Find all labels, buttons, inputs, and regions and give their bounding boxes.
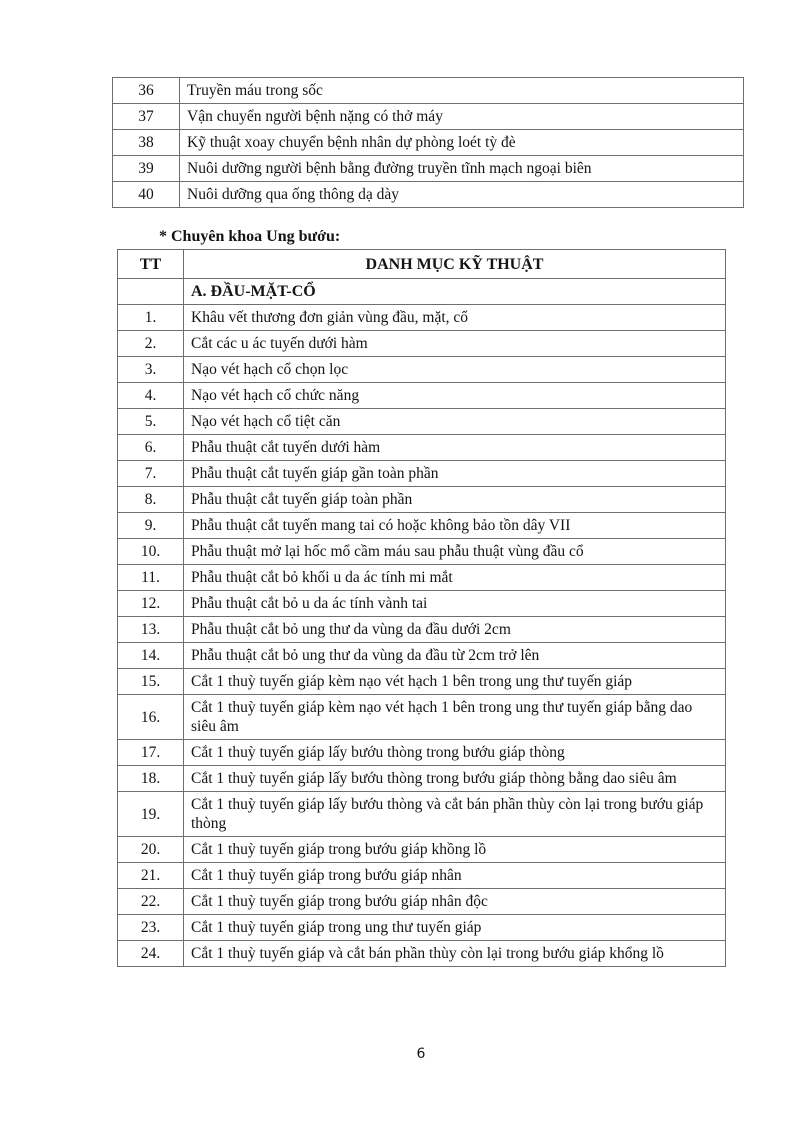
column-header-tt: TT [118,250,184,279]
table-row [113,182,744,208]
row-number: 11. [118,565,184,591]
row-technique: Phẫu thuật cắt bỏ ung thư da vùng da đầu dưới 2cm [184,617,726,643]
row-technique: Cắt 1 thuỳ tuyến giáp kèm nạo vét hạch 1 bên trong ung thư tuyến giáp bằng dao siêu âm [184,695,726,740]
row-number: 16. [118,695,184,740]
table-row [118,863,726,889]
row-number: 20. [118,837,184,863]
table-row [118,766,726,792]
row-number: 38 [113,130,180,156]
row-technique: Cắt 1 thuỳ tuyến giáp lấy bướu thòng trong bướu giáp thòng [184,740,726,766]
row-number: 22. [118,889,184,915]
row-number: 18. [118,766,184,792]
row-technique: Cắt 1 thuỳ tuyến giáp kèm nạo vét hạch 1 bên trong ung thư tuyến giáp [184,669,726,695]
row-number: 15. [118,669,184,695]
row-technique: Nạo vét hạch cổ chức năng [184,383,726,409]
row-number: 1. [118,305,184,331]
table-row [118,487,726,513]
row-technique: Phẫu thuật cắt tuyến mang tai có hoặc không bảo tồn dây VII [184,513,726,539]
table-row [118,740,726,766]
table-row [118,889,726,915]
row-number: 19. [118,792,184,837]
row-number: 2. [118,331,184,357]
row-technique: Phẫu thuật cắt tuyến giáp gần toàn phần [184,461,726,487]
table-row [118,643,726,669]
row-number: 23. [118,915,184,941]
section-title: A. ĐẦU-MẶT-CỔ [184,279,726,305]
table-row [118,792,726,837]
row-number: 24. [118,941,184,967]
row-technique: Cắt 1 thuỳ tuyến giáp trong bướu giáp nhân độc [184,889,726,915]
row-number: 12. [118,591,184,617]
row-technique: Nuôi dưỡng người bệnh bằng đường truyền tĩnh mạch ngoại biên [180,156,744,182]
row-number: 4. [118,383,184,409]
table-row [118,435,726,461]
row-technique: Nuôi dưỡng qua ống thông dạ dày [180,182,744,208]
row-technique: Phẫu thuật mở lại hốc mổ cầm máu sau phẫu thuật vùng đầu cổ [184,539,726,565]
row-number: 17. [118,740,184,766]
row-number: 39 [113,156,180,182]
row-number: 21. [118,863,184,889]
row-number: 13. [118,617,184,643]
table-row [118,513,726,539]
row-technique: Khâu vết thương đơn giản vùng đầu, mặt, cổ [184,305,726,331]
row-technique: Vận chuyển người bệnh nặng có thở máy [180,104,744,130]
row-technique: Phẫu thuật cắt bỏ khối u da ác tính mi mắt [184,565,726,591]
row-number: 3. [118,357,184,383]
row-number: 14. [118,643,184,669]
row-technique: Phẫu thuật cắt tuyến giáp toàn phần [184,487,726,513]
row-number: 6. [118,435,184,461]
row-technique: Truyền máu trong sốc [180,78,744,104]
table-section-row [118,279,726,305]
row-technique: Phẫu thuật cắt bỏ ung thư da vùng da đầu từ 2cm trở lên [184,643,726,669]
row-technique: Cắt 1 thuỳ tuyến giáp trong bướu giáp khồng lồ [184,837,726,863]
table-row [118,941,726,967]
general-techniques-table-continued [112,77,744,208]
table-row [113,130,744,156]
row-technique: Kỹ thuật xoay chuyển bệnh nhân dự phòng loét tỳ đè [180,130,744,156]
table-row [118,305,726,331]
row-technique: Cắt các u ác tuyến dưới hàm [184,331,726,357]
row-technique: Phẫu thuật cắt tuyến dưới hàm [184,435,726,461]
table-row [118,591,726,617]
table-row [118,837,726,863]
table-row [118,617,726,643]
row-technique: Cắt 1 thuỳ tuyến giáp lấy bướu thòng trong bướu giáp thòng bằng dao siêu âm [184,766,726,792]
table-row [113,156,744,182]
row-technique: Cắt 1 thuỳ tuyến giáp trong ung thư tuyến giáp [184,915,726,941]
table-row [113,78,744,104]
row-number: 5. [118,409,184,435]
table-row [118,915,726,941]
row-technique: Cắt 1 thuỳ tuyến giáp trong bướu giáp nhân [184,863,726,889]
table-row [118,461,726,487]
row-number: 36 [113,78,180,104]
row-technique: Nạo vét hạch cổ chọn lọc [184,357,726,383]
column-header-technique: DANH MỤC KỸ THUẬT [184,250,726,279]
oncology-section-heading: * Chuyên khoa Ung bướu: [159,228,341,245]
row-number: 7. [118,461,184,487]
row-technique: Cắt 1 thuỳ tuyến giáp lấy bướu thòng và cắt bán phần thùy còn lại trong bướu giáp thòng [184,792,726,837]
table-row [118,383,726,409]
table-row [118,669,726,695]
row-technique: Phẫu thuật cắt bỏ u da ác tính vành tai [184,591,726,617]
table-row [118,331,726,357]
table-header-row [118,250,726,279]
row-number: 10. [118,539,184,565]
row-number: 37 [113,104,180,130]
row-technique: Nạo vét hạch cổ tiệt căn [184,409,726,435]
oncology-techniques-table [117,249,726,967]
page-number: 6 [416,1046,426,1062]
row-number: 8. [118,487,184,513]
row-number: 40 [113,182,180,208]
table-row [118,539,726,565]
section-row-number-empty [118,279,184,305]
table-row [118,695,726,740]
table-row [113,104,744,130]
row-technique: Cắt 1 thuỳ tuyến giáp và cắt bán phần thùy còn lại trong bướu giáp khổng lồ [184,941,726,967]
row-number: 9. [118,513,184,539]
table-row [118,357,726,383]
table-row [118,565,726,591]
table-row [118,409,726,435]
